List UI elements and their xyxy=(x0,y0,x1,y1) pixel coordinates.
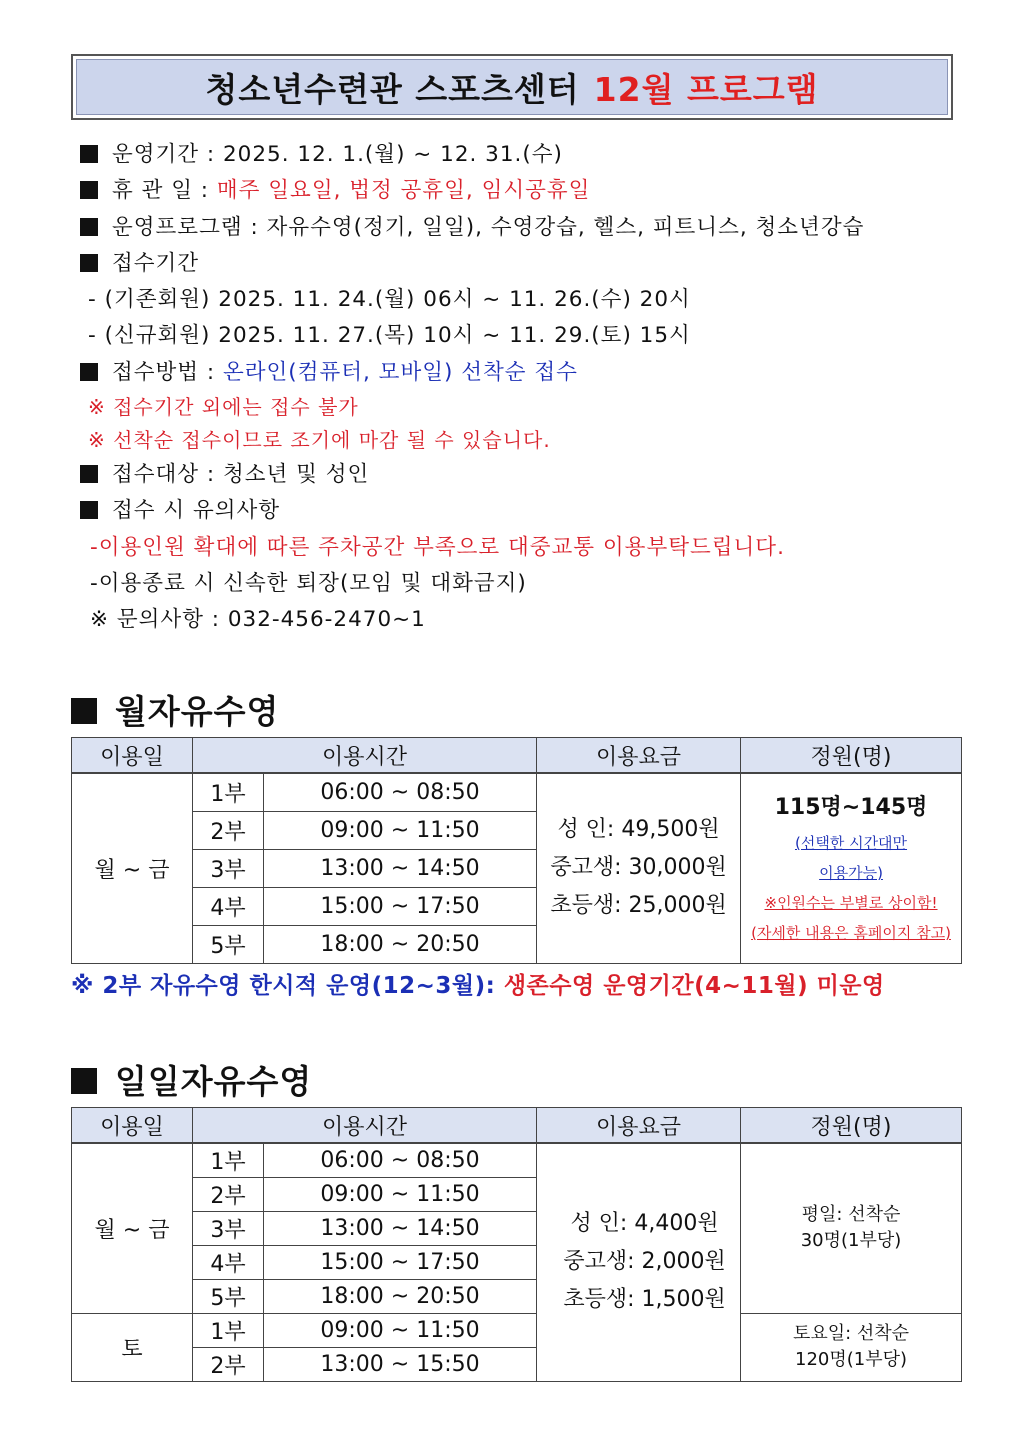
table-row xyxy=(72,1143,962,1177)
notice-line: ※ 2부 자유수영 한시적 운영(12~3월): 생존수영 운영기간(4~11월) 미운영 xyxy=(71,973,885,999)
time-cell: 13:00 ~ 15:50 xyxy=(264,1347,537,1381)
time-cell: 15:00 ~ 17:50 xyxy=(264,887,537,925)
time-cell: 06:00 ~ 08:50 xyxy=(264,1143,537,1177)
part-cell: 3부 xyxy=(193,849,264,887)
part-cell: 2부 xyxy=(193,1347,264,1381)
info-note-2: ※ 선착순 접수이므로 조기에 마감 될 수 있습니다. xyxy=(88,428,551,453)
time-cell: 06:00 ~ 08:50 xyxy=(264,773,537,811)
part-cell: 5부 xyxy=(193,1279,264,1313)
bullet-square-icon xyxy=(80,465,98,483)
time-cell: 15:00 ~ 17:50 xyxy=(264,1245,537,1279)
header-time: 이용시간 xyxy=(193,1108,537,1144)
day-cell: 월 ~ 금 xyxy=(72,773,193,963)
header-fee: 이용요금 xyxy=(537,1108,741,1144)
info-period: 운영기간 : 2025. 12. 1.(월) ~ 12. 31.(수) xyxy=(80,137,980,173)
part-cell: 2부 xyxy=(193,811,264,849)
header-capacity: 정원(명) xyxy=(741,1108,962,1144)
monthly-section-title: 월자유수영 xyxy=(71,686,279,733)
part-cell: 4부 xyxy=(193,887,264,925)
time-cell: 18:00 ~ 20:50 xyxy=(264,1279,537,1313)
title-main: 청소년수련관 스포츠센터 xyxy=(205,69,580,109)
info-reg-period: 접수기간 xyxy=(80,246,980,282)
info-contact: ※ 문의사항 : 032-456-2470~1 xyxy=(90,607,426,633)
part-cell: 1부 xyxy=(193,773,264,811)
info-section xyxy=(80,137,980,639)
info-reg-method: 접수방법 : 온라인(컴퓨터, 모바일) 선착순 접수 xyxy=(80,355,980,391)
time-cell: 18:00 ~ 20:50 xyxy=(264,925,537,963)
table-row xyxy=(72,1313,962,1347)
part-cell: 4부 xyxy=(193,1245,264,1279)
bullet-square-icon xyxy=(71,1068,97,1094)
page-title xyxy=(71,54,953,120)
header-capacity: 정원(명) xyxy=(741,738,962,774)
bullet-square-icon xyxy=(80,363,98,381)
bullet-square-icon xyxy=(71,698,97,724)
table-row xyxy=(72,773,962,811)
table-header-row xyxy=(72,1108,962,1144)
bullet-square-icon xyxy=(80,181,98,199)
table-header-row xyxy=(72,738,962,774)
bullet-square-icon xyxy=(80,218,98,236)
daily-table xyxy=(71,1107,962,1382)
time-cell: 09:00 ~ 11:50 xyxy=(264,811,537,849)
bullet-square-icon xyxy=(80,254,98,272)
part-cell: 1부 xyxy=(193,1313,264,1347)
fee-cell: 성 인: 4,400원 중고생: 2,000원 초등생: 1,500원 xyxy=(537,1143,741,1381)
saturday-capacity-cell: 토요일: 선착순 120명(1부당) xyxy=(741,1313,962,1381)
time-cell: 13:00 ~ 14:50 xyxy=(264,1211,537,1245)
info-closed: 휴 관 일 : 매주 일요일, 법정 공휴일, 임시공휴일 xyxy=(80,173,980,209)
title-highlight: 12월 프로그램 xyxy=(593,69,819,109)
info-target: 접수대상 : 청소년 및 성인 xyxy=(80,457,980,493)
part-cell: 5부 xyxy=(193,925,264,963)
bullet-square-icon xyxy=(80,501,98,519)
info-reg-existing: - (기존회원) 2025. 11. 24.(월) 06시 ~ 11. 26.(수) 20시 xyxy=(88,287,691,313)
header-day: 이용일 xyxy=(72,738,193,774)
info-caution-1: -이용인원 확대에 따른 주차공간 부족으로 대중교통 이용부탁드립니다. xyxy=(90,534,785,560)
info-caution: 접수 시 유의사항 xyxy=(80,493,980,529)
info-note-1: ※ 접수기간 외에는 접수 불가 xyxy=(88,395,359,420)
info-caution-2: -이용종료 시 신속한 퇴장(모임 및 대화금지) xyxy=(90,570,527,596)
bullet-square-icon xyxy=(80,145,98,163)
header-day: 이용일 xyxy=(72,1108,193,1144)
capacity-cell: 115명~145명 (선택한 시간대만 이용가능) ※인원수는 부별로 상이함! (자세한 내용은 홈페이지 참고) xyxy=(741,773,962,963)
monthly-table xyxy=(71,737,962,964)
part-cell: 3부 xyxy=(193,1211,264,1245)
time-cell: 13:00 ~ 14:50 xyxy=(264,849,537,887)
weekday-capacity-cell: 평일: 선착순 30명(1부당) xyxy=(741,1143,962,1313)
header-fee: 이용요금 xyxy=(537,738,741,774)
saturday-cell: 토 xyxy=(72,1313,193,1381)
time-cell: 09:00 ~ 11:50 xyxy=(264,1177,537,1211)
info-reg-new: - (신규회원) 2025. 11. 27.(목) 10시 ~ 11. 29.(토) 15시 xyxy=(88,323,691,349)
time-cell: 09:00 ~ 11:50 xyxy=(264,1313,537,1347)
header-time: 이용시간 xyxy=(193,738,537,774)
info-programs: 운영프로그램 : 자유수영(정기, 일일), 수영강습, 헬스, 피트니스, 청소년강습 xyxy=(80,210,980,246)
daily-section-title: 일일자유수영 xyxy=(71,1056,312,1103)
fee-cell: 성 인: 49,500원 중고생: 30,000원 초등생: 25,000원 xyxy=(537,773,741,963)
part-cell: 1부 xyxy=(193,1143,264,1177)
part-cell: 2부 xyxy=(193,1177,264,1211)
day-cell: 월 ~ 금 xyxy=(72,1143,193,1313)
